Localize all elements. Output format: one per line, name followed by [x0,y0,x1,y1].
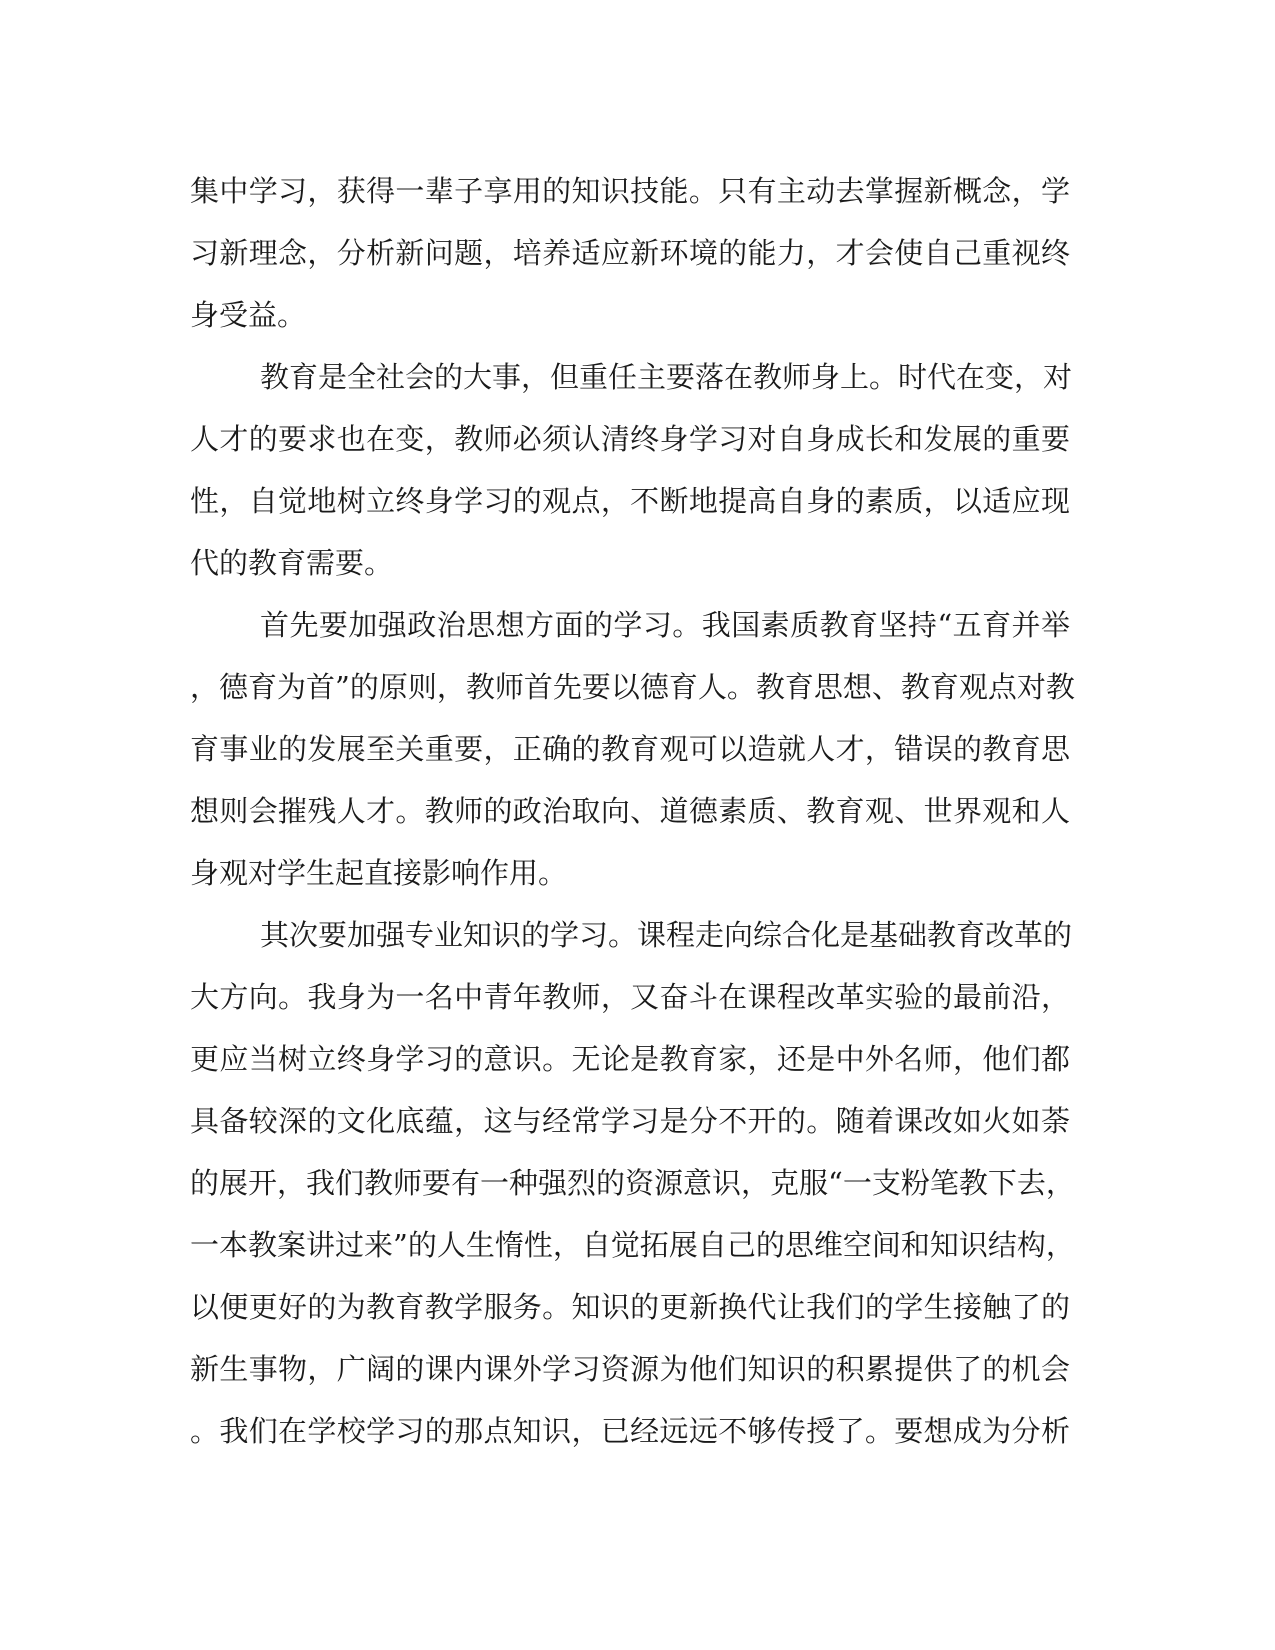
text-line: 更应当树立终身学习的意识。无论是教育家，还是中外名师，他们都 [190,1042,1070,1076]
text-line: 以便更好的为教育教学服务。知识的更新换代让我们的学生接触了的 [190,1290,1070,1324]
text-line: 新生事物，广阔的课内课外学习资源为他们知识的积累提供了的机会 [190,1352,1070,1386]
paragraph-1 [190,160,1070,346]
text-line: 具备较深的文化底蕴，这与经常学习是分不开的。随着课改如火如荼 [190,1104,1070,1138]
text-line: 的展开，我们教师要有一种强烈的资源意识，克服“一支粉笔教下去， [190,1166,1075,1200]
text-line: 代的教育需要。 [190,546,394,580]
text-line: ，德育为首”的原则，教师首先要以德育人。教育思想、教育观点对教 [190,670,1075,704]
document-body [190,160,1075,1462]
text-line: 集中学习，获得一辈子享用的知识技能。只有主动去掌握新概念，学 [190,174,1070,208]
text-line: 身受益。 [190,298,307,332]
text-line: 性，自觉地树立终身学习的观点，不断地提高自身的素质，以适应现 [190,484,1070,518]
text-line: 大方向。我身为一名中青年教师，又奋斗在课程改革实验的最前沿， [190,980,1070,1014]
paragraph-2 [190,346,1073,594]
text-line: 人才的要求也在变，教师必须认清终身学习对自身成长和发展的重要 [190,422,1070,456]
text-line: 身观对学生起直接影响作用。 [190,856,568,890]
paragraph-4 [190,904,1075,1462]
text-line: 其次要加强专业知识的学习。课程走向综合化是基础教育改革的 [260,918,1073,952]
text-line: 育事业的发展至关重要，正确的教育观可以造就人才，错误的教育思 [190,732,1070,766]
text-line: 教育是全社会的大事，但重任主要落在教师身上。时代在变，对 [260,360,1073,394]
paragraph-3 [190,594,1075,904]
text-line: 想则会摧残人才。教师的政治取向、道德素质、教育观、世界观和人 [190,794,1070,828]
text-line: 一本教案讲过来”的人生惰性，自觉拓展自己的思维空间和知识结构， [190,1228,1075,1262]
text-line: 。我们在学校学习的那点知识，已经远远不够传授了。要想成为分析 [190,1414,1070,1448]
text-line: 习新理念，分析新问题，培养适应新环境的能力，才会使自己重视终 [190,236,1070,270]
text-line: 首先要加强政治思想方面的学习。我国素质教育坚持“五育并举 [260,608,1070,642]
